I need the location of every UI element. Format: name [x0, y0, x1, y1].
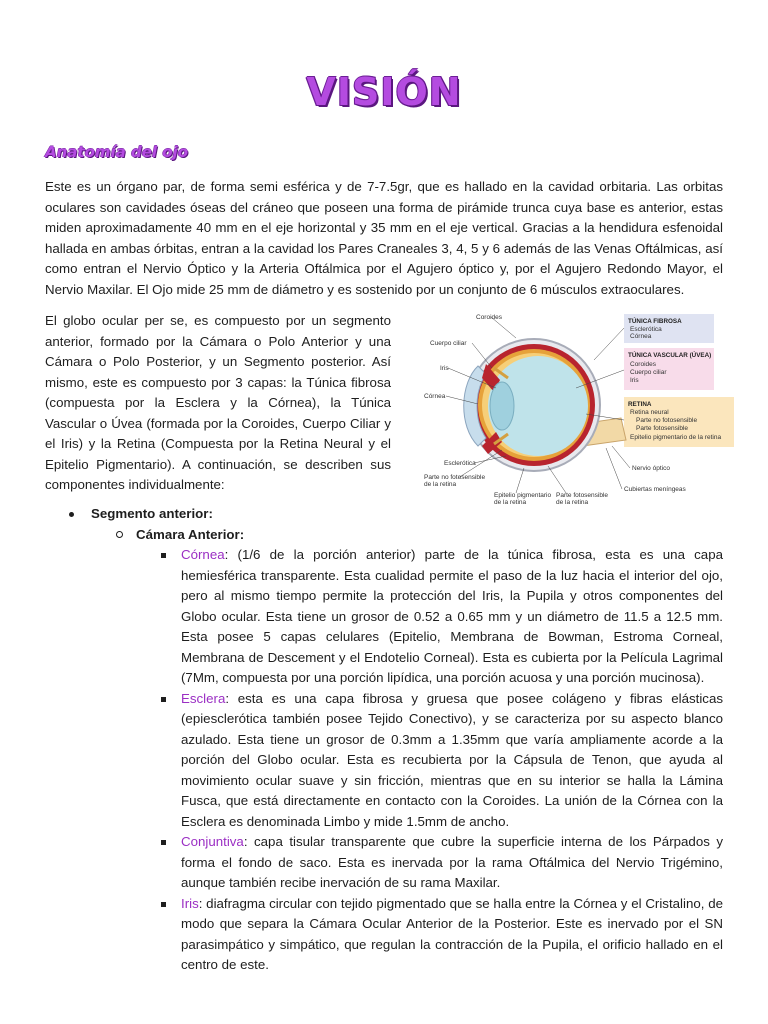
chamber-label: Cámara Anterior: — [136, 526, 245, 542]
text-esclera: : esta es una capa fibrosa y gruesa que posee colágeno y fibras elásticas (epiesclerótica también posee Tejido Conectivo), y se caracteriza por su aspecto blanco azulado. Esta tiene un grosor de 0.3mm a 1.35mm que varía ampliamente acorde a la porción del Globo ocular. Esta es recubierta por la Cápsula de Tenon, que ayuda al movimiento ocular suave y sin fricción, mientras que en su interior se halla la Lámina Fusca, que está directamente en contacto con la Coroides. La unión de la Córnea con la Esclera es denominada Limbo y mide 1.5mm de ancho. — [181, 690, 723, 829]
label-nervio-optico: Nervio óptico — [632, 465, 670, 472]
term-esclera: Esclera — [181, 690, 226, 706]
legend-fibrosa-title: TÚNICA FIBROSA — [628, 318, 682, 325]
intro-paragraph: Este es un órgano par, de forma semi esférica y de 7-7.5gr, que es hallado en la cavidad orbitaria. Las orbitas oculares son cavidades óseas del cráneo que poseen una forma de pirámide trunca cuya base es anterior, estas miden aproximadamente 40 mm en el eje horizontal y 35 mm en el eje vertical. Gracias a la hendidura esfenoidal hallada en ambas órbitas, entran a la cavidad los Pares Craneales 3, 4, 5 y 6 además de las Venas Oftálmicas, así como entran el Nervio Óptico y la Arteria Oftálmica por el Agujero óptico y, por el Agujero Redondo Mayor, el Nervio Maxilar. El Ojo mide 25 mm de diámetro y es sostenido por un conjunto de 6 músculos extraoculares. — [45, 179, 723, 297]
legend-fibrosa-item: Esclerótica — [630, 326, 662, 333]
bullet-square-icon — [161, 697, 166, 702]
label-esclerotica: Esclerótica — [444, 460, 476, 467]
legend-retina-item: Parte no fotosensible — [636, 417, 698, 424]
bullet-icon — [69, 512, 74, 517]
text-conjuntiva: : capa tisular transparente que cubre la superficie interna de los Párpados y forma el fondo de saco. Esta es inervada por la rama Oftálmica del Nervio Trigémino, aunque también recibe inervación de su rama Maxilar. — [181, 834, 723, 890]
chamber-items — [181, 545, 723, 976]
legend-vascular-title: TÚNICA VASCULAR (ÚVEA) — [628, 352, 712, 359]
page-title: VISIÓN — [306, 70, 462, 114]
section-heading: Anatomía del ojo — [45, 143, 189, 161]
list-item-esclera — [181, 689, 723, 833]
bullet-square-icon — [161, 840, 166, 845]
list-item-cornea — [181, 545, 723, 689]
label-cuerpo-ciliar: Cuerpo ciliar — [430, 340, 467, 347]
legend-vascular-item: Cuerpo ciliar — [630, 369, 667, 376]
label-cubiertas: Cubiertas meníngeas — [624, 486, 686, 493]
legend-retina-item: Retina neural — [630, 409, 669, 416]
component-list — [45, 504, 723, 976]
label-parte-foto-2: de la retina — [556, 499, 589, 506]
eyeball-drawing — [464, 339, 626, 471]
label-epitelio-2: de la retina — [494, 499, 527, 506]
term-cornea: Córnea — [181, 547, 225, 562]
bullet-circle-icon — [116, 531, 123, 538]
legend-retina-title: RETINA — [628, 401, 652, 408]
legend-vascular-item: Iris — [630, 377, 639, 384]
term-iris: Iris — [181, 895, 199, 911]
legend-retina-item: Parte fotosensible — [636, 425, 689, 432]
legend-vascular-item: Coroides — [630, 361, 657, 368]
label-parte-no-foto: Parte no fotosensible — [424, 474, 486, 481]
label-parte-foto: Parte fotosensible — [556, 492, 609, 499]
label-coroides: Coroides — [476, 314, 503, 321]
label-epitelio: Epitelio pigmentario — [494, 492, 552, 499]
legend-retina-item: Epitelio pigmentario de la retina — [630, 434, 722, 441]
label-iris: Iris — [440, 365, 449, 372]
label-cornea: Córnea — [424, 393, 446, 400]
list-item-segment — [45, 504, 723, 976]
globe-paragraph: El globo ocular per se, es compuesto por un segmento anterior, formado por la Cámara o Polo Anterior y una Cámara o Polo Posterior, y un Segmento posterior. Así mismo, este es compuesto por 3 capas: la Túnica fibrosa (compuesta por la Esclera y la Córnea), la Túnica Vascular o Úvea (formada por la Coroides, Cuerpo Ciliar y el Iris) y la Retina (Compuesta por la Retina Neural y el Epitelio Pigmentario). A continuación, se describen sus componentes individualmente: — [45, 313, 391, 492]
bullet-square-icon — [161, 902, 166, 907]
list-item-conjuntiva — [181, 832, 723, 894]
text-cornea: : (1/6 de la porción anterior) parte de la túnica fibrosa, esta es una capa hemiesférica transparente. Esta cualidad permite el paso de la luz hacia el interior del ojo, pero al mismo tiempo permite la protección del Iris, la Pupila y otros componentes del Globo ocular. Esta tiene un grosor de 0.52 a 0.65 mm y un diámetro de 11.5 a 12.5 mm. Esta posee 5 capas celulares (Epitelio, Membrana de Bowman, Estroma Corneal, Membrana de Descement y el Endotelio Corneal). Esta es cubierta por la Película Lagrimal (7Mm, compuesta por una porción lipídica, una porción acuosa y una porción mucinosa). — [181, 547, 723, 685]
bullet-square-icon — [161, 553, 166, 558]
list-item-iris — [181, 894, 723, 976]
legend-fibrosa-item: Córnea — [630, 333, 652, 340]
term-conjuntiva: Conjuntiva — [181, 834, 244, 849]
label-parte-no-foto-2: de la retina — [424, 481, 457, 488]
segment-label: Segmento anterior: — [91, 506, 213, 521]
text-iris: : diafragma circular con tejido pigmentado que se halla entre la Córnea y el Cristalino, de modo que separa la Cámara Ocular Anterior de la Posterior. Este es inervado por el SN parasimpático y simpático, que regulan la contracción de la Pupila, el orificio hallado en el centro de este. — [181, 895, 723, 972]
eye-anatomy-figure — [416, 308, 736, 513]
list-item-chamber — [136, 525, 723, 976]
